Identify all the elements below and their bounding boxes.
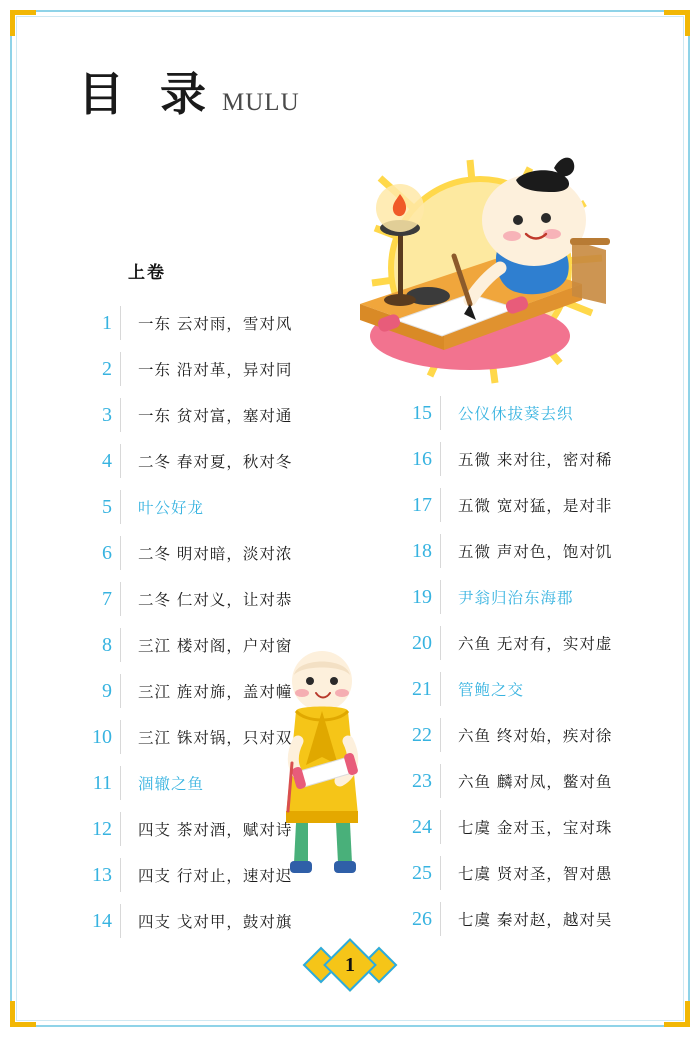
entry-title: 涸辙之鱼 [138, 775, 205, 793]
divider [120, 582, 121, 616]
list-item[interactable] [76, 898, 326, 944]
entry-title: 三江 旌对旆，盖对幢 [138, 683, 293, 701]
divider [440, 810, 441, 844]
entry-title: 七虞 贤对圣，智对愚 [458, 865, 613, 883]
toc-right-column [396, 390, 646, 942]
entry-number: 17 [412, 493, 432, 516]
entry-number: 11 [92, 771, 112, 794]
list-item[interactable] [76, 806, 326, 852]
entry-title: 六鱼 麟对凤，鳖对鱼 [458, 773, 613, 791]
entry-title: 一东 贫对富，塞对通 [138, 407, 293, 425]
entry-title: 五微 宽对猛，是对非 [458, 497, 613, 515]
divider [440, 488, 441, 522]
entry-number: 25 [412, 861, 432, 884]
list-item[interactable] [396, 390, 646, 436]
child-writing-calligraphy-illustration [320, 108, 620, 398]
entry-title: 五微 来对往，密对稀 [458, 451, 613, 469]
entry-title: 四支 行对止，速对迟 [138, 867, 293, 885]
entry-number: 9 [102, 679, 112, 702]
divider [120, 628, 121, 662]
entry-number: 5 [102, 495, 112, 518]
list-item[interactable] [396, 528, 646, 574]
list-item[interactable] [76, 484, 326, 530]
corner-ornament-top-right [664, 10, 690, 36]
list-item[interactable] [396, 804, 646, 850]
entry-number: 23 [412, 769, 432, 792]
entry-title: 叶公好龙 [138, 499, 205, 517]
page-title [78, 58, 300, 124]
list-item[interactable] [76, 576, 326, 622]
entry-title: 七虞 秦对赵，越对吴 [458, 911, 613, 929]
entry-number: 6 [102, 541, 112, 564]
page-title-pinyin: MULU [222, 89, 300, 116]
list-item[interactable] [396, 620, 646, 666]
entry-title: 五微 声对色，饱对饥 [458, 543, 613, 561]
list-item[interactable] [76, 346, 326, 392]
divider [120, 306, 121, 340]
list-item[interactable] [76, 760, 326, 806]
list-item[interactable] [76, 530, 326, 576]
entry-title: 尹翁归治东海郡 [458, 589, 574, 607]
list-item[interactable] [396, 436, 646, 482]
entry-number: 12 [92, 817, 112, 840]
entry-number: 2 [102, 357, 112, 380]
divider [440, 764, 441, 798]
entry-number: 20 [412, 631, 432, 654]
entry-number: 19 [412, 585, 432, 608]
list-item[interactable] [76, 622, 326, 668]
entry-number: 18 [412, 539, 432, 562]
entry-number: 10 [92, 725, 112, 748]
entry-number: 8 [102, 633, 112, 656]
divider [440, 672, 441, 706]
list-item[interactable] [76, 714, 326, 760]
page-number-badge [302, 945, 398, 985]
entry-title: 管鲍之交 [458, 681, 525, 699]
divider [440, 580, 441, 614]
page-number: 1 [345, 953, 355, 976]
entry-number: 24 [412, 815, 432, 838]
divider [440, 902, 441, 936]
toc-left-column [76, 300, 326, 944]
corner-ornament-bottom-right [664, 1001, 690, 1027]
entry-number: 14 [92, 909, 112, 932]
list-item[interactable] [76, 668, 326, 714]
entry-number: 3 [102, 403, 112, 426]
divider [120, 812, 121, 846]
entry-number: 21 [412, 677, 432, 700]
list-item[interactable] [396, 896, 646, 942]
entry-number: 26 [412, 907, 432, 930]
list-item[interactable] [76, 438, 326, 484]
divider [120, 858, 121, 892]
list-item[interactable] [396, 758, 646, 804]
entry-title: 公仪休拔葵去织 [458, 405, 574, 423]
entry-title: 二冬 明对暗，淡对浓 [138, 545, 293, 563]
entry-title: 四支 戈对甲，鼓对旗 [138, 913, 293, 931]
list-item[interactable] [396, 482, 646, 528]
divider [440, 626, 441, 660]
entry-number: 4 [102, 449, 112, 472]
entry-number: 13 [92, 863, 112, 886]
entry-number: 16 [412, 447, 432, 470]
divider [120, 444, 121, 478]
divider [120, 720, 121, 754]
entry-title: 七虞 金对玉，宝对珠 [458, 819, 613, 837]
divider [440, 396, 441, 430]
list-item[interactable] [76, 852, 326, 898]
entry-title: 三江 楼对阁，户对窗 [138, 637, 293, 655]
entry-number: 7 [102, 587, 112, 610]
entry-title: 六鱼 无对有，实对虚 [458, 635, 613, 653]
entry-number: 1 [102, 311, 112, 334]
entry-title: 二冬 春对夏，秋对冬 [138, 453, 293, 471]
divider [120, 352, 121, 386]
divider [120, 904, 121, 938]
list-item[interactable] [76, 300, 326, 346]
divider [440, 856, 441, 890]
entry-title: 四支 茶对酒，赋对诗 [138, 821, 293, 839]
section-heading: 上卷 [128, 263, 166, 283]
divider [440, 442, 441, 476]
divider [440, 534, 441, 568]
corner-ornament-top-left [10, 10, 36, 36]
entry-title: 二冬 仁对义，让对恭 [138, 591, 293, 609]
divider [120, 398, 121, 432]
entry-title: 三江 铢对锅，只对双 [138, 729, 293, 747]
corner-ornament-bottom-left [10, 1001, 36, 1027]
list-item[interactable] [396, 712, 646, 758]
entry-title: 一东 沿对革，异对同 [138, 361, 293, 379]
entry-title: 一东 云对雨，雪对风 [138, 315, 293, 333]
entry-number: 15 [412, 401, 432, 424]
entry-number: 22 [412, 723, 432, 746]
list-item[interactable] [76, 392, 326, 438]
divider [120, 766, 121, 800]
list-item[interactable] [396, 666, 646, 712]
list-item[interactable] [396, 850, 646, 896]
page-title-chinese: 目 录 [78, 67, 217, 121]
divider [120, 674, 121, 708]
entry-title: 六鱼 终对始，疾对徐 [458, 727, 613, 745]
divider [120, 536, 121, 570]
divider [120, 490, 121, 524]
list-item[interactable] [396, 574, 646, 620]
divider [440, 718, 441, 752]
